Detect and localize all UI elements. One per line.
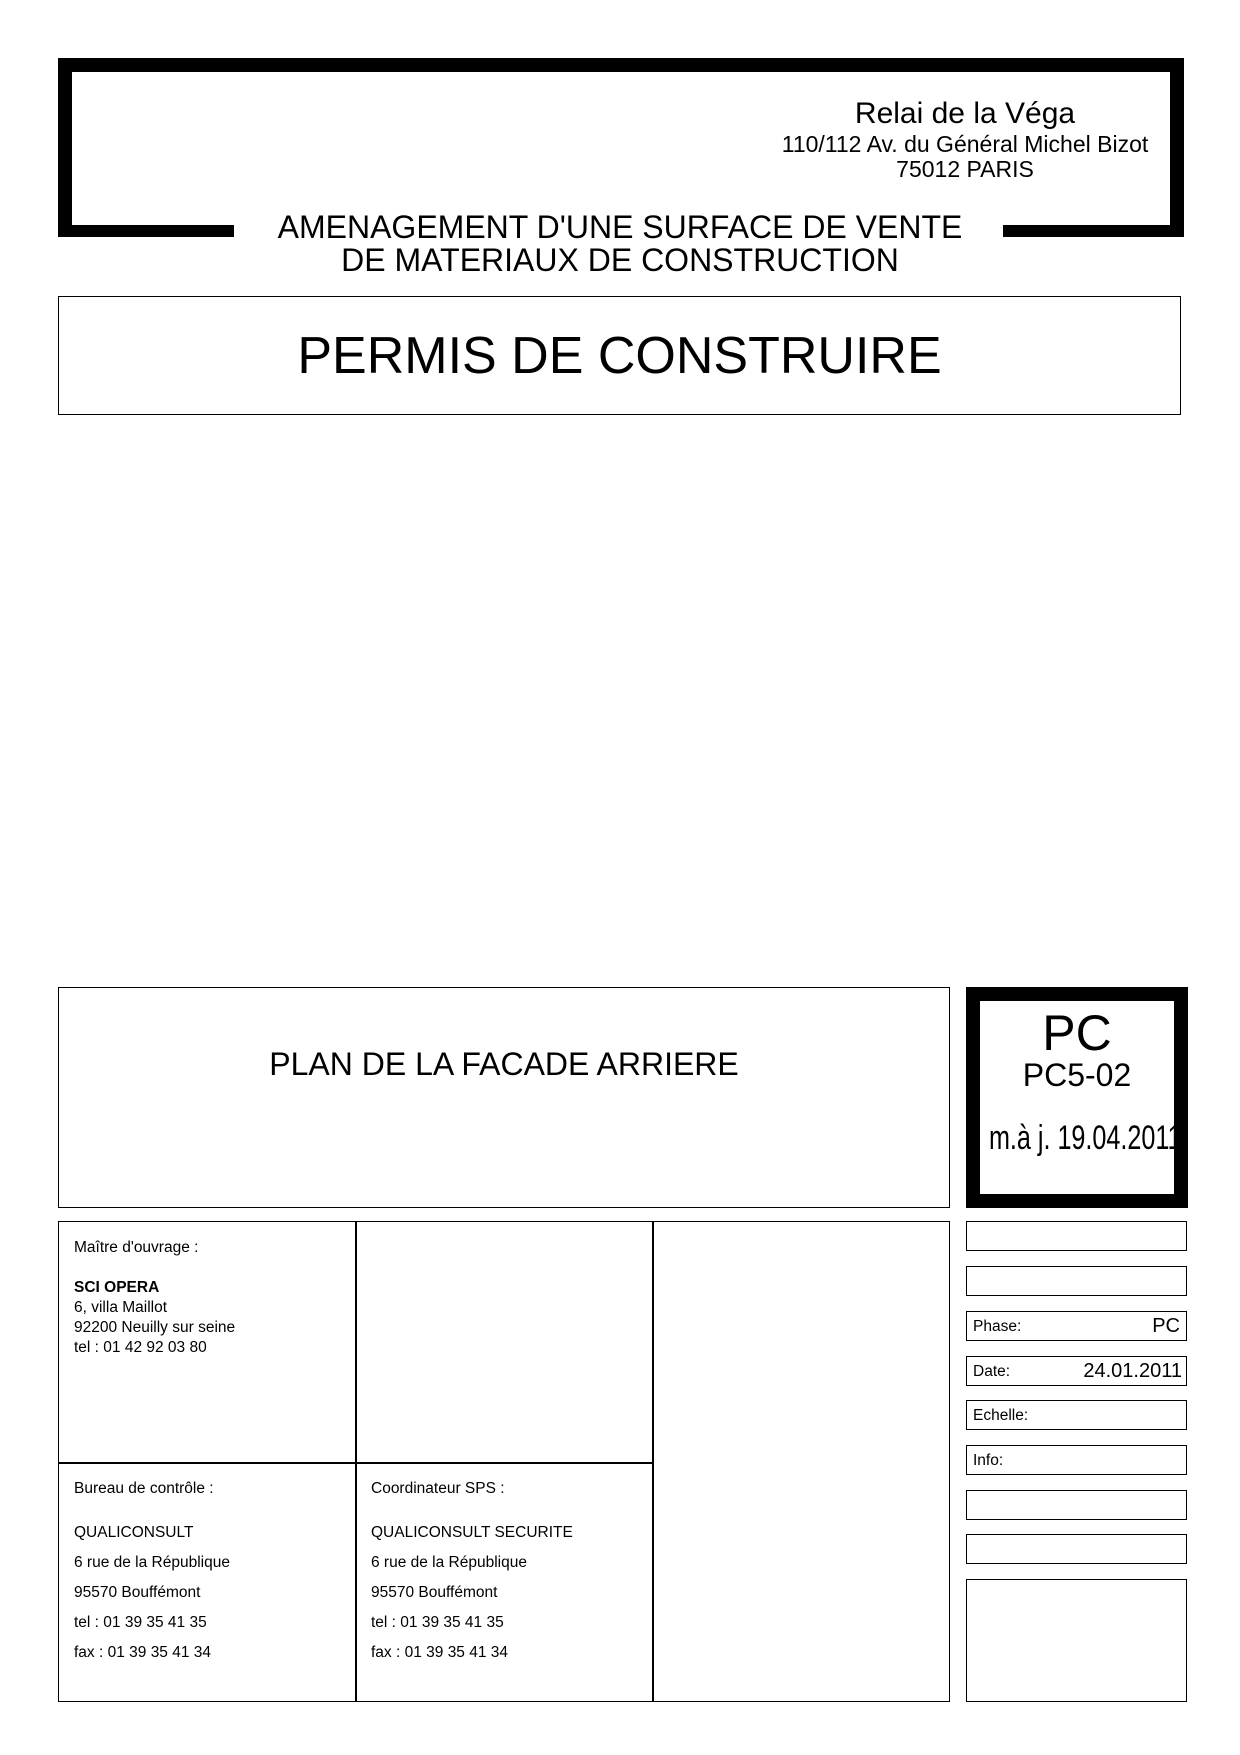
phase-label: Phase: — [973, 1318, 1022, 1335]
owner-address2: 92200 Neuilly sur seine — [74, 1319, 236, 1336]
project-description-line2: DE MATERIAUX DE CONSTRUCTION — [341, 242, 899, 278]
permit-title: PERMIS DE CONSTRUIRE — [297, 327, 942, 385]
sps-fax: fax : 01 39 35 41 34 — [371, 1644, 509, 1661]
control-office-address1: 6 rue de la République — [74, 1554, 230, 1571]
stamp-phase-code: PC — [1042, 1005, 1112, 1061]
blank-field-1 — [966, 1221, 1187, 1251]
blank-field-2 — [966, 1266, 1187, 1296]
control-office-address2: 95570 Bouffémont — [74, 1584, 201, 1601]
blank-field-large — [966, 1579, 1187, 1702]
owner-cell — [74, 1238, 344, 1358]
owner-address1: 6, villa Maillot — [74, 1299, 168, 1316]
control-office-tel: tel : 01 39 35 41 35 — [74, 1614, 207, 1631]
info-label: Info: — [973, 1452, 1004, 1469]
project-address-line2: 75012 PARIS — [896, 156, 1034, 182]
control-office-label: Bureau de contrôle : — [74, 1480, 214, 1497]
drawing-title: PLAN DE LA FACADE ARRIERE — [269, 1046, 739, 1082]
phase-value: PC — [1152, 1315, 1180, 1337]
frame-left-bar — [58, 58, 72, 237]
date-label: Date: — [973, 1363, 1011, 1380]
owner-name: SCI OPERA — [74, 1279, 160, 1296]
scale-label: Echelle: — [973, 1407, 1029, 1424]
sps-label: Coordinateur SPS : — [371, 1480, 505, 1497]
control-office-cell — [74, 1474, 344, 1668]
stamp-update-note: m.à j. 19.04.2011 — [988, 1119, 1182, 1157]
owner-label: Maître d'ouvrage : — [74, 1239, 199, 1256]
blank-field-3 — [966, 1490, 1187, 1520]
frame-top-bar — [58, 58, 1184, 72]
owner-tel: tel : 01 42 92 03 80 — [74, 1339, 207, 1356]
sps-address2: 95570 Bouffémont — [371, 1584, 498, 1601]
sps-name: QUALICONSULT SECURITE — [371, 1524, 573, 1541]
blank-field-4 — [966, 1534, 1187, 1564]
control-office-name: QUALICONSULT — [74, 1524, 194, 1541]
control-office-fax: fax : 01 39 35 41 34 — [74, 1644, 212, 1661]
sps-address1: 6 rue de la République — [371, 1554, 527, 1571]
stamp-sheet-number: PC5-02 — [1022, 1057, 1132, 1093]
grid-divider-h — [58, 1462, 653, 1464]
project-address-line1: 110/112 Av. du Général Michel Bizot — [781, 131, 1149, 157]
sps-cell — [371, 1474, 641, 1668]
date-value: 24.01.2011 — [1083, 1360, 1182, 1382]
project-description-line1: AMENAGEMENT D'UNE SURFACE DE VENTE — [277, 209, 963, 245]
drawing-title-box — [58, 987, 950, 1208]
sps-tel: tel : 01 39 35 41 35 — [371, 1614, 504, 1631]
project-name: Relai de la Véga — [854, 97, 1076, 130]
